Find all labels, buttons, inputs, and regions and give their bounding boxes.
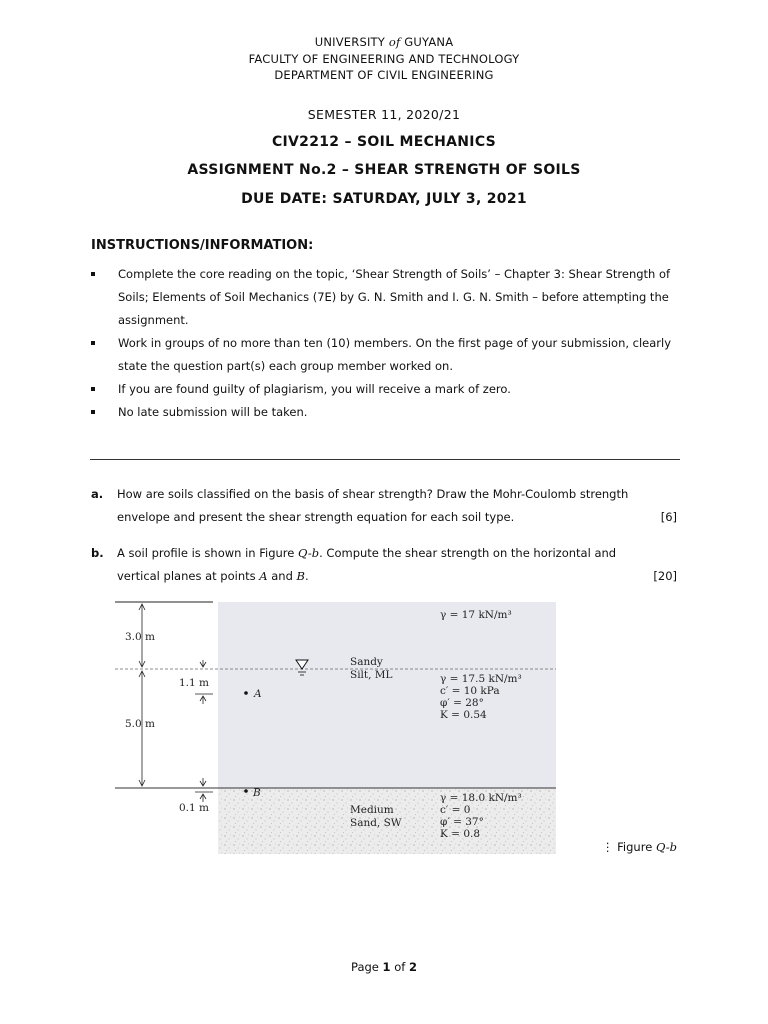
question-text-part: . (305, 569, 309, 583)
layer2-cohesion: c′ = 0 (440, 804, 471, 816)
university-text-a: UNIVERSITY (314, 35, 389, 49)
figure-reference: Q-b (298, 546, 320, 560)
instructions-list (91, 263, 681, 424)
instruction-item (91, 332, 681, 378)
question-b (91, 542, 681, 588)
layer1-name: Silt, ML (350, 669, 393, 681)
due-date: DUE DATE: SATURDAY, JULY 3, 2021 (241, 191, 527, 207)
semester: SEMESTER 11, 2020/21 (307, 107, 461, 122)
layer2-friction-angle: φ′ = 37° (440, 816, 484, 828)
footer-of-word: of (390, 960, 409, 974)
university-text-b: GUYANA (400, 35, 454, 49)
instruction-text: Complete the core reading on the topic, ‘Shear Strength of Soils’ – Chapter 3: Shear Strength of Soils; Elements of Soil Mechanics (7E) by G. N. Smith and I. G. N. Smith – before attempting the assignment. (118, 267, 671, 327)
instruction-text: If you are found guilty of plagiarism, you will receive a mark of zero. (118, 382, 511, 396)
bullet-icon (91, 272, 95, 276)
instruction-text: No late submission will be taken. (118, 405, 308, 419)
question-label: a. (91, 487, 104, 501)
point-reference: B (296, 569, 305, 583)
layer1-k: K = 0.54 (440, 709, 487, 721)
layer2-name: Medium (350, 804, 394, 816)
point-a-marker (244, 691, 248, 695)
dim-0-1m-label: 0.1 m (179, 802, 209, 814)
section-divider (90, 459, 680, 460)
question-marks: [20] (653, 569, 677, 583)
instruction-text: Work in groups of no more than ten (10) members. On the first page of your submission, clearly state the question part(s) each group member worked on. (118, 336, 672, 373)
soil-profile-figure (115, 600, 560, 856)
department-name: DEPARTMENT OF CIVIL ENGINEERING (274, 68, 494, 82)
question-text-part: . Compute the shear strength on the horizontal and vertical planes at points (117, 546, 617, 583)
point-b-label: B (253, 787, 261, 799)
question-a (91, 483, 681, 529)
sandy-silt-layer (218, 602, 556, 788)
question-label: b. (91, 546, 104, 560)
instruction-item (91, 263, 681, 332)
layer1-gamma: γ = 17.5 kN/m³ (440, 673, 522, 685)
point-b-marker (244, 789, 248, 793)
question-marks: [6] (660, 510, 677, 524)
layer2-gamma: γ = 18.0 kN/m³ (440, 792, 522, 804)
layer1-friction-angle: φ′ = 28° (440, 697, 484, 709)
footer-page-number: 1 (382, 960, 391, 974)
caption-label: Q-b (655, 840, 678, 854)
dim-1-1m-label: 1.1 m (179, 677, 209, 689)
layer1-name: Sandy (350, 656, 383, 668)
question-text-part: and (267, 569, 297, 583)
layer2-name: Sand, SW (350, 817, 402, 829)
university-text-of: of (388, 35, 401, 49)
course-title: CIV2212 – SOIL MECHANICS (271, 134, 497, 150)
question-text: How are soils classified on the basis of shear strength? Draw the Mohr-Coulomb strength envelope and present the shear strength equation for each soil type. (117, 487, 629, 524)
bullet-icon (91, 387, 95, 391)
question-text (117, 542, 637, 588)
instruction-item (91, 401, 681, 424)
assignment-title: ASSIGNMENT No.2 – SHEAR STRENGTH OF SOILS (187, 162, 581, 178)
instructions-heading: INSTRUCTIONS/INFORMATION: (91, 238, 314, 253)
university-name (0, 35, 768, 49)
instruction-item (91, 378, 681, 401)
layer2-k: K = 0.8 (440, 828, 481, 840)
top-layer-gamma: γ = 17 kN/m³ (440, 609, 512, 621)
bullet-icon (91, 341, 95, 345)
dim-3m-label: 3.0 m (125, 631, 155, 643)
question-text-part: A soil profile is shown in Figure (117, 546, 298, 560)
footer-page-word: Page (351, 960, 383, 974)
dim-5m-label: 5.0 m (125, 718, 155, 730)
caption-prefix: ⋮ Figure (602, 840, 656, 854)
figure-caption (602, 840, 677, 854)
faculty-name: FACULTY OF ENGINEERING AND TECHNOLOGY (248, 52, 520, 66)
page-footer (0, 960, 768, 974)
point-a-label: A (254, 688, 262, 700)
layer1-cohesion: c′ = 10 kPa (440, 685, 500, 697)
point-reference: A (259, 569, 268, 583)
bullet-icon (91, 410, 95, 414)
footer-page-total: 2 (408, 960, 417, 974)
